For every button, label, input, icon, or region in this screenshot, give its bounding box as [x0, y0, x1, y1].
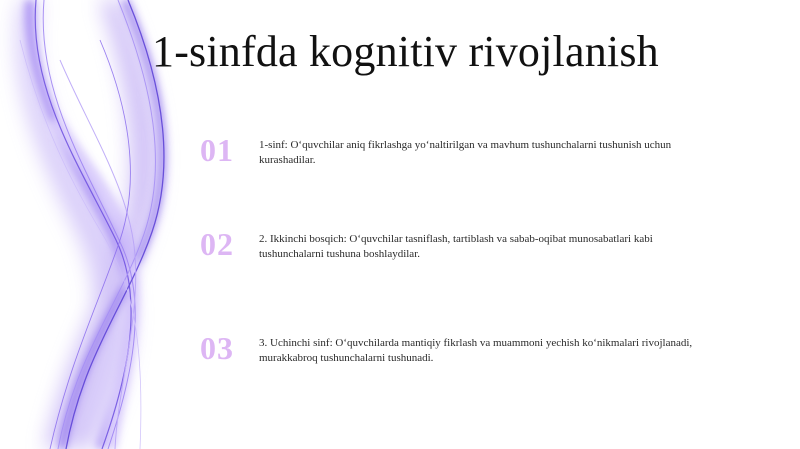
- list-item-01: [200, 132, 720, 192]
- item-text: 2. Ikkinchi bosqich: O‘quvchilar tasniflash, tartiblash va sabab-oqibat munosabatlari kabi tushunchalarni tushuna boshlaydilar.: [259, 233, 653, 260]
- list-item-02: [200, 226, 720, 286]
- item-text: 3. Uchinchi sinf: O‘quvchilarda mantiqiy fikrlash va muammoni yechish ko‘nikmalari rivojlanadi, murakkabroq tushunchalarni tushunadi.: [259, 337, 693, 364]
- item-number: 02: [200, 226, 234, 262]
- item-number: 03: [200, 330, 234, 366]
- item-text: 1-sinf: O‘quvchilar aniq fikrlashga yo‘naltirilgan va mavhum tushunchalarni tushunish uchun kurashadilar.: [259, 139, 672, 166]
- slide-title: 1-sinfda kognitiv rivojlanish: [152, 27, 659, 76]
- item-number: 01: [200, 132, 234, 168]
- list-item-03: [200, 330, 720, 390]
